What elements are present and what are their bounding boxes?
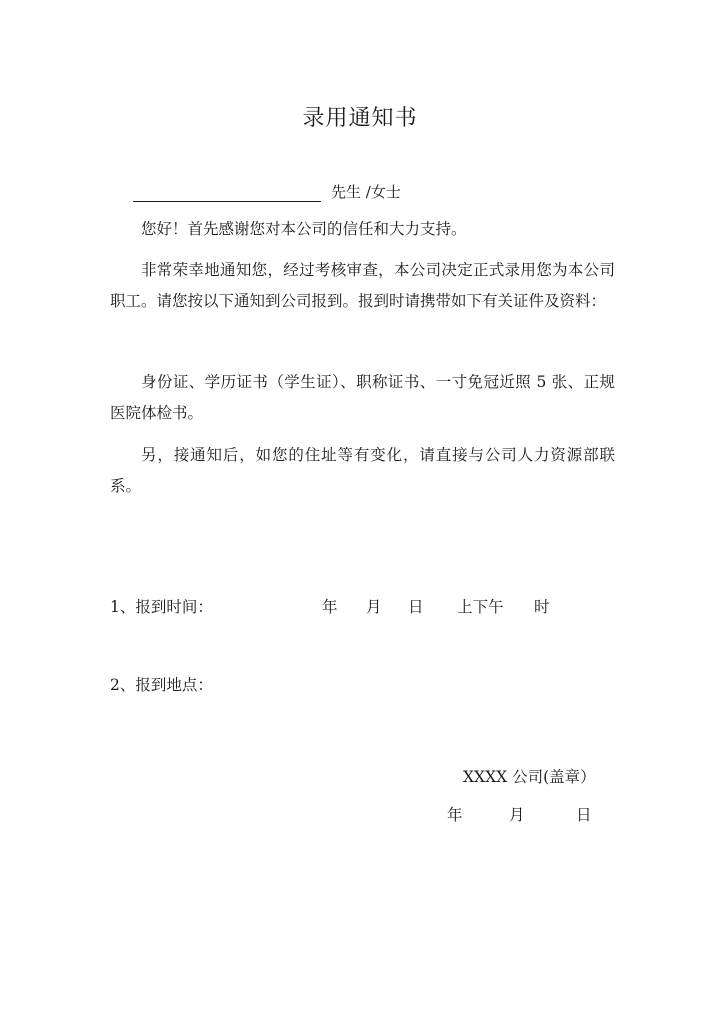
report-time-label: 1、报到时间： — [110, 598, 213, 616]
report-time-year: 年 — [322, 598, 338, 616]
document-title: 录用通知书 — [302, 106, 418, 131]
report-time-hour: 时 — [534, 598, 550, 616]
signature-date-year: 年 — [447, 806, 463, 824]
paragraph-notice: 非常荣幸地通知您，经过考核审查，本公司决定正式录用您为本公司职工。请您按以下通知到公司报到。报到时请携带如下有关证件及资料： — [110, 261, 615, 310]
report-time-ampm: 上下午 — [457, 598, 504, 616]
report-place-label: 2、报到地点： — [110, 676, 213, 694]
paragraph-greeting: 您好！首先感谢您对本公司的信任和大力支持。 — [141, 220, 467, 238]
documents-paragraph-block — [110, 367, 615, 428]
salutation-line — [133, 181, 401, 202]
recipient-name-blank — [133, 184, 321, 202]
signature-date-month: 月 — [509, 806, 525, 824]
report-time-month: 月 — [366, 598, 382, 616]
paragraph-contact: 另，接通知后，如您的住址等有变化，请直接与公司人力资源部联系。 — [110, 446, 615, 495]
paragraph-documents: 身份证、学历证书（学生证）、职称证书、一寸免冠近照 5 张、正规医院体检书。 — [110, 373, 615, 422]
report-time-day: 日 — [408, 598, 424, 616]
salutation-suffix: 先生 /女士 — [331, 183, 401, 201]
company-signature: XXXX 公司(盖章） — [463, 768, 596, 786]
signature-date-day: 日 — [576, 806, 592, 824]
contact-paragraph-block — [110, 440, 615, 501]
notice-paragraph-block — [110, 255, 615, 316]
greeting-paragraph — [110, 214, 615, 245]
